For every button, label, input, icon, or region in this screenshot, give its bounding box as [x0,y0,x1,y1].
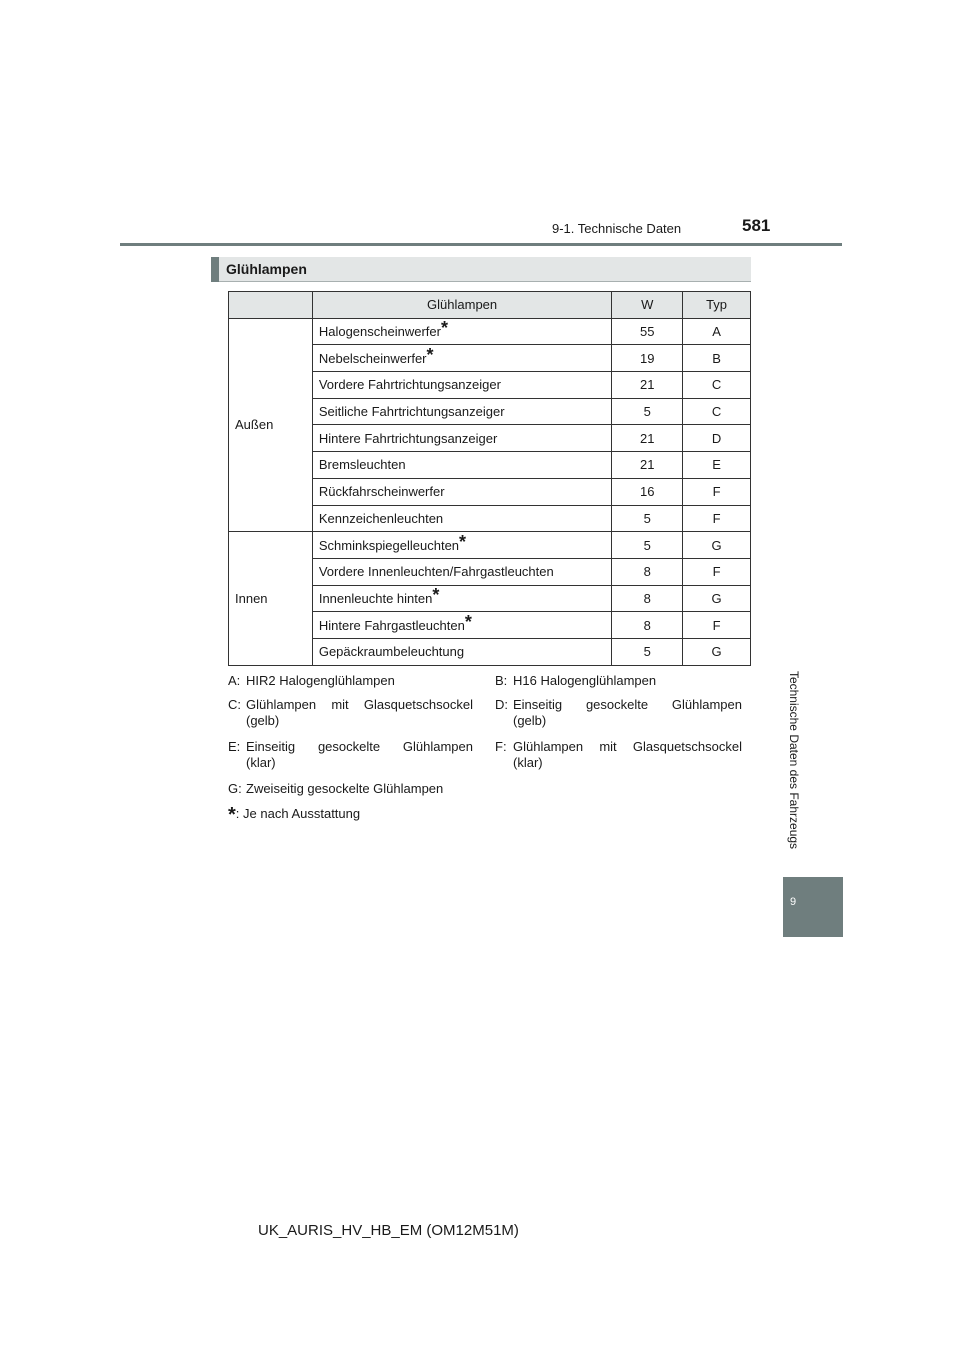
bulb-name: Innenleuchte hinten [318,590,433,606]
table-header-row [229,292,751,319]
page-number: 581 [742,216,771,235]
bulb-name: Hintere Fahrgastleuchten [318,617,465,633]
type-cell: G [683,532,751,559]
bulb-cell [312,318,612,345]
legend-text: Glühlampen mit Glasquetschsockel [246,697,473,712]
type-cell: C [683,398,751,425]
bulb-name: Halogenscheinwerfer [318,324,441,340]
bulb-cell [312,585,612,612]
footnote-marker: * [432,584,440,605]
legend-item-g [228,781,488,801]
legend-text: Glühlampen mit Glasquetschsockel [513,739,742,754]
bulb-name: Kennzeichenleuchten [318,510,444,526]
bulb-cell [312,345,612,372]
legend-text: HIR2 Halogenglühlampen [246,673,395,688]
table-header-cell [229,292,313,319]
watt-cell: 19 [612,345,683,372]
bulb-name: Schminkspiegelleuchten [318,537,460,553]
bulb-cell [312,612,612,639]
watt-cell: 5 [612,505,683,532]
section-heading-bar [211,257,751,282]
section-title: Glühlampen [226,261,307,277]
bulb-name: Seitliche Fahrtrichtungsanzeiger [318,404,505,420]
bulb-cell [312,452,612,479]
watt-cell: 16 [612,478,683,505]
bulb-cell [312,425,612,452]
footnote-asterisk: * [228,804,236,826]
bulb-name: Nebelscheinwerfer [318,350,427,366]
type-cell: D [683,425,751,452]
bulb-name: Hintere Fahrtrichtungsanzeiger [318,430,498,446]
footnote-marker: * [440,318,448,339]
watt-cell: 5 [612,398,683,425]
legend-key: F: [495,739,507,754]
watt-cell: 21 [612,425,683,452]
type-cell: F [683,612,751,639]
legend-text: H16 Halogenglühlampen [513,673,657,688]
legend-item-f [495,739,742,773]
legend-item-d [495,697,742,731]
chapter-tab[interactable] [783,877,843,937]
legend-item-c [228,697,473,731]
bulb-name: Vordere Fahrtrichtungsanzeiger [318,377,501,393]
table-row [229,318,751,345]
legend-text-cont: (gelb) [513,713,547,728]
legend-text-cont: (klar) [513,755,543,770]
bulb-cell [312,558,612,585]
footnote-marker: * [426,344,434,365]
bulb-cell [312,638,612,665]
watt-cell: 5 [612,532,683,559]
section-heading-marker [211,257,219,282]
legend-text: Zweiseitig gesockelte Glühlampen [246,781,444,796]
watt-cell: 21 [612,452,683,479]
watt-cell: 8 [612,612,683,639]
type-cell: G [683,638,751,665]
type-cell: G [683,585,751,612]
bulb-cell [312,372,612,399]
bulb-name: Bremsleuchten [318,457,406,473]
footnote-text: : Je nach Ausstattung [235,806,361,821]
legend-key: E: [228,739,241,754]
legend-key: A: [228,673,241,688]
chapter-side-label [764,665,824,855]
table-header-cell: Typ [683,292,751,319]
legend-text-cont: (gelb) [246,713,280,728]
watt-cell: 8 [612,585,683,612]
bulb-table [228,291,751,666]
type-cell: E [683,452,751,479]
bulb-name: Rückfahrscheinwerfer [318,484,445,500]
table-header-cell: W [612,292,683,319]
legend-item-b [495,673,751,693]
type-cell: C [683,372,751,399]
type-cell: A [683,318,751,345]
legend-item-a [228,673,488,693]
chapter-number: 9 [790,896,797,908]
bulb-cell [312,478,612,505]
watt-cell: 8 [612,558,683,585]
group-cell: Außen [229,318,313,532]
type-cell: F [683,505,751,532]
table-header-cell: Glühlampen [312,292,612,319]
bulb-name: Gepäckraumbeleuchtung [318,644,465,660]
watt-cell: 21 [612,372,683,399]
legend-key: G: [228,781,242,796]
legend-text: Einseitig gesockelte Glühlampen [246,739,473,754]
watt-cell: 5 [612,638,683,665]
bulb-name: Vordere Innenleuchten/Fahrgastleuchten [318,564,554,580]
legend-key: B: [495,673,508,688]
watt-cell: 55 [612,318,683,345]
footnote-marker: * [459,531,467,552]
header-rule [120,243,842,246]
group-cell: Innen [229,532,313,665]
table-row [229,532,751,559]
legend-item-e [228,739,473,773]
header-section-title: 9-1. Technische Daten [552,221,682,236]
type-cell: B [683,345,751,372]
type-cell: F [683,478,751,505]
footnote-marker: * [464,611,472,632]
legend-key: D: [495,697,508,712]
chapter-title: Technische Daten des Fahrzeugs [787,670,801,850]
footnote [228,804,360,827]
bulb-cell [312,532,612,559]
bulb-cell [312,398,612,425]
legend-text-cont: (klar) [246,755,276,770]
type-cell: F [683,558,751,585]
document-id: UK_AURIS_HV_HB_EM (OM12M51M) [258,1222,519,1239]
bulb-cell [312,505,612,532]
legend-key: C: [228,697,241,712]
legend-text: Einseitig gesockelte Glühlampen [513,697,742,712]
